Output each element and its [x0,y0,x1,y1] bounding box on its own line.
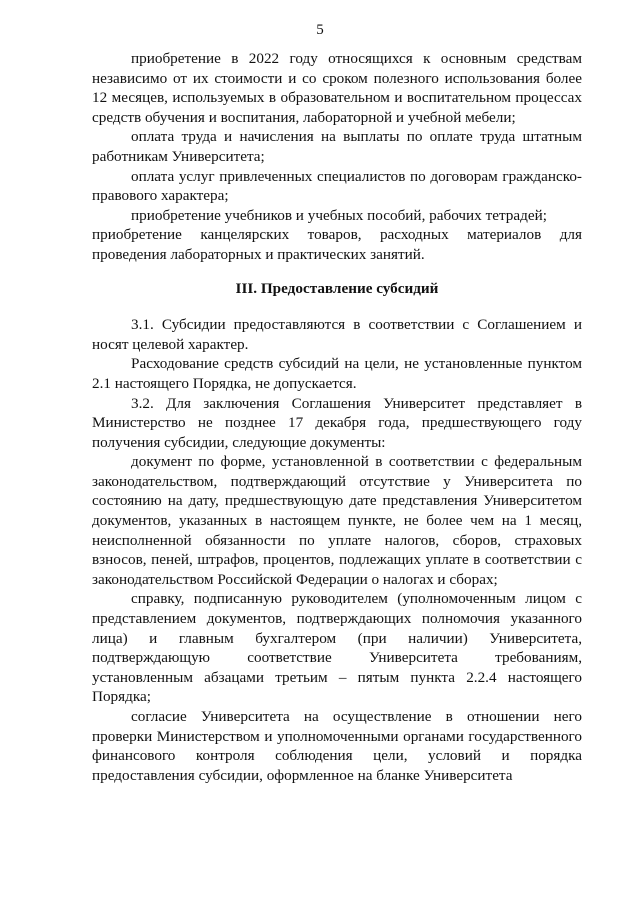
page-number: 5 [316,22,324,38]
paragraph-staff-salary: оплата труда и начисления на выплаты по оплате труда штатным работникам Университета; [92,128,582,165]
paragraph-specialist-services: оплата услуг привлеченных специалистов по договорам гражданско-правового характера; [92,167,582,205]
paragraph-3-2: 3.2. Для заключения Соглашения Университет представляет в Министерство не позднее 17 декабря года, предшествующего году получения субсидии, следующие документы: [92,394,582,451]
paragraph-spending-restriction: Расходование средств субсидий на цели, не установленные пунктом 2.1 настоящего Порядка, не допускается. [92,355,582,392]
paragraph-3-1: 3.1. Субсидии предоставляются в соответствии с Соглашением и носят целевой характер. [92,316,582,353]
document-body [92,49,582,785]
paragraph-fixed-assets: приобретение в 2022 году относящихся к основным средствам независимо от их стоимости и со сроком полезного использования более 12 месяцев, используемых в образовательном и воспитательном процессах средств обучения и воспитания, лабораторной и учебной мебели; [92,50,582,126]
paragraph-tax-document: документ по форме, установленной в соответствии с федеральным законодательством, подтверждающий отсутствие у Университета по состоянию на дату, предшествующую дате представления Университетом документов, указанных в настоящем пункте, не более чем на 1 месяц, неисполненной обязанности по уплате налогов, сборов, страховых взносов, пеней, штрафов, процентов, подлежащих уплате в соответствии с законодательством Российской Федерации о налогах и сборах; [92,453,582,588]
paragraph-textbooks: приобретение учебников и учебных пособий, рабочих тетрадей; [131,206,547,224]
paragraph-consent: согласие Университета на осуществление в отношении него проверки Министерством и уполномоченными органами государственного финансового контроля соблюдения цели, условий и порядка предоставления субсидии, оформленное на бланке Университета [92,708,582,784]
section-title: III. Предоставление субсидий [235,279,439,297]
paragraph-stationery: приобретение канцелярских товаров, расходных материалов для проведения лабораторных и практических занятий. [92,226,582,263]
paragraph-certificate: справку, подписанную руководителем (уполномоченным лицом с представлением документов, подтверждающих полномочия указанного лица) и главным бухгалтером (при наличии) Университета, подтверждающую соответствие Университета требованиям, установленным абзацами третьим – пятым пункта 2.2.4 настоящего Порядка; [92,590,582,706]
